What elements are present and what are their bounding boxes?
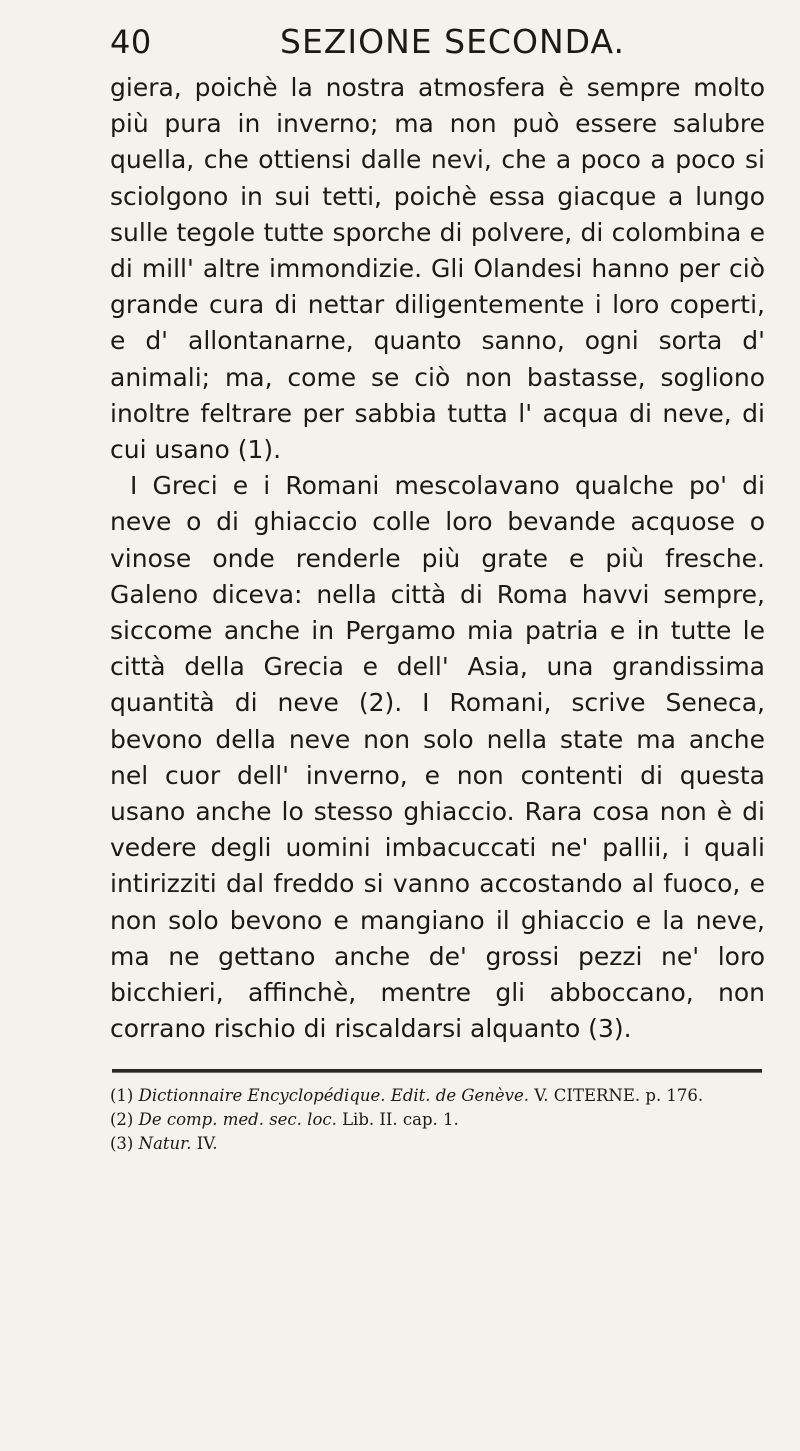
- section-title: SEZIONE SECONDA.: [280, 22, 625, 61]
- footnote-number: (3): [110, 1134, 134, 1154]
- footnote-number: (2): [110, 1110, 134, 1130]
- footnote-1: [110, 1084, 770, 1108]
- footnotes: [110, 1084, 770, 1156]
- paragraph-1: giera, poichè la nostra atmosfera è sempre molto più pura in inverno; ma non può essere salubre quella, che ottiensi dalle nevi, che a poco a poco si sciolgono in sui tetti, poichè essa giacque a lungo sulle tegole tutte sporche di polvere, di colombina e di mill' altre immondizie. Gli Olandesi hanno per ciò grande cura di nettar diligentemente i loro coperti, e d' allontanarne, quanto sanno, ogni sorta d' animali; ma, come se ciò non bastasse, sogliono inoltre feltrare per sabbia tutta l' acqua di neve, di cui usano (1).: [110, 73, 765, 465]
- footnote-3: [110, 1132, 770, 1156]
- footnote-rule: [112, 1069, 762, 1072]
- footnote-source: Dictionnaire Encyclopédique. Edit. de Genève.: [138, 1086, 530, 1106]
- footnote-2: [110, 1108, 770, 1132]
- footnote-reference: V. CITERNE. p. 176.: [529, 1086, 704, 1106]
- page-number: 40: [110, 23, 152, 61]
- footnote-number: (1): [110, 1086, 134, 1106]
- footnote-source: De comp. med. sec. loc.: [138, 1110, 337, 1130]
- footnote-source: Natur.: [138, 1134, 192, 1154]
- running-head: [110, 22, 760, 62]
- body-text: [110, 70, 765, 1047]
- footnote-reference: IV.: [191, 1134, 218, 1154]
- paragraph-2: I Greci e i Romani mescolavano qualche po' di neve o di ghiaccio colle loro bevande acquose o vinose onde renderle più grate e più fresche. Galeno diceva: nella città di Roma havvi sempre, siccome anche in Pergamo mia patria e in tutte le città della Grecia e dell' Asia, una grandissima quantità di neve (2). I Romani, scrive Seneca, bevono della neve non solo nella state ma anche nel cuor dell' inverno, e non contenti di questa usano anche lo stesso ghiaccio. Rara cosa non è di vedere degli uomini imbacuccati ne' pallii, i quali intirizziti dal freddo si vanno accostando al fuoco, e non solo bevono e mangiano il ghiaccio e la neve, ma ne gettano anche de' grossi pezzi ne' loro bicchieri, affinchè, mentre gli abboccano, non corrano rischio di riscaldarsi alquanto (3).: [110, 471, 765, 1044]
- footnote-reference: Lib. II. cap. 1.: [336, 1110, 459, 1130]
